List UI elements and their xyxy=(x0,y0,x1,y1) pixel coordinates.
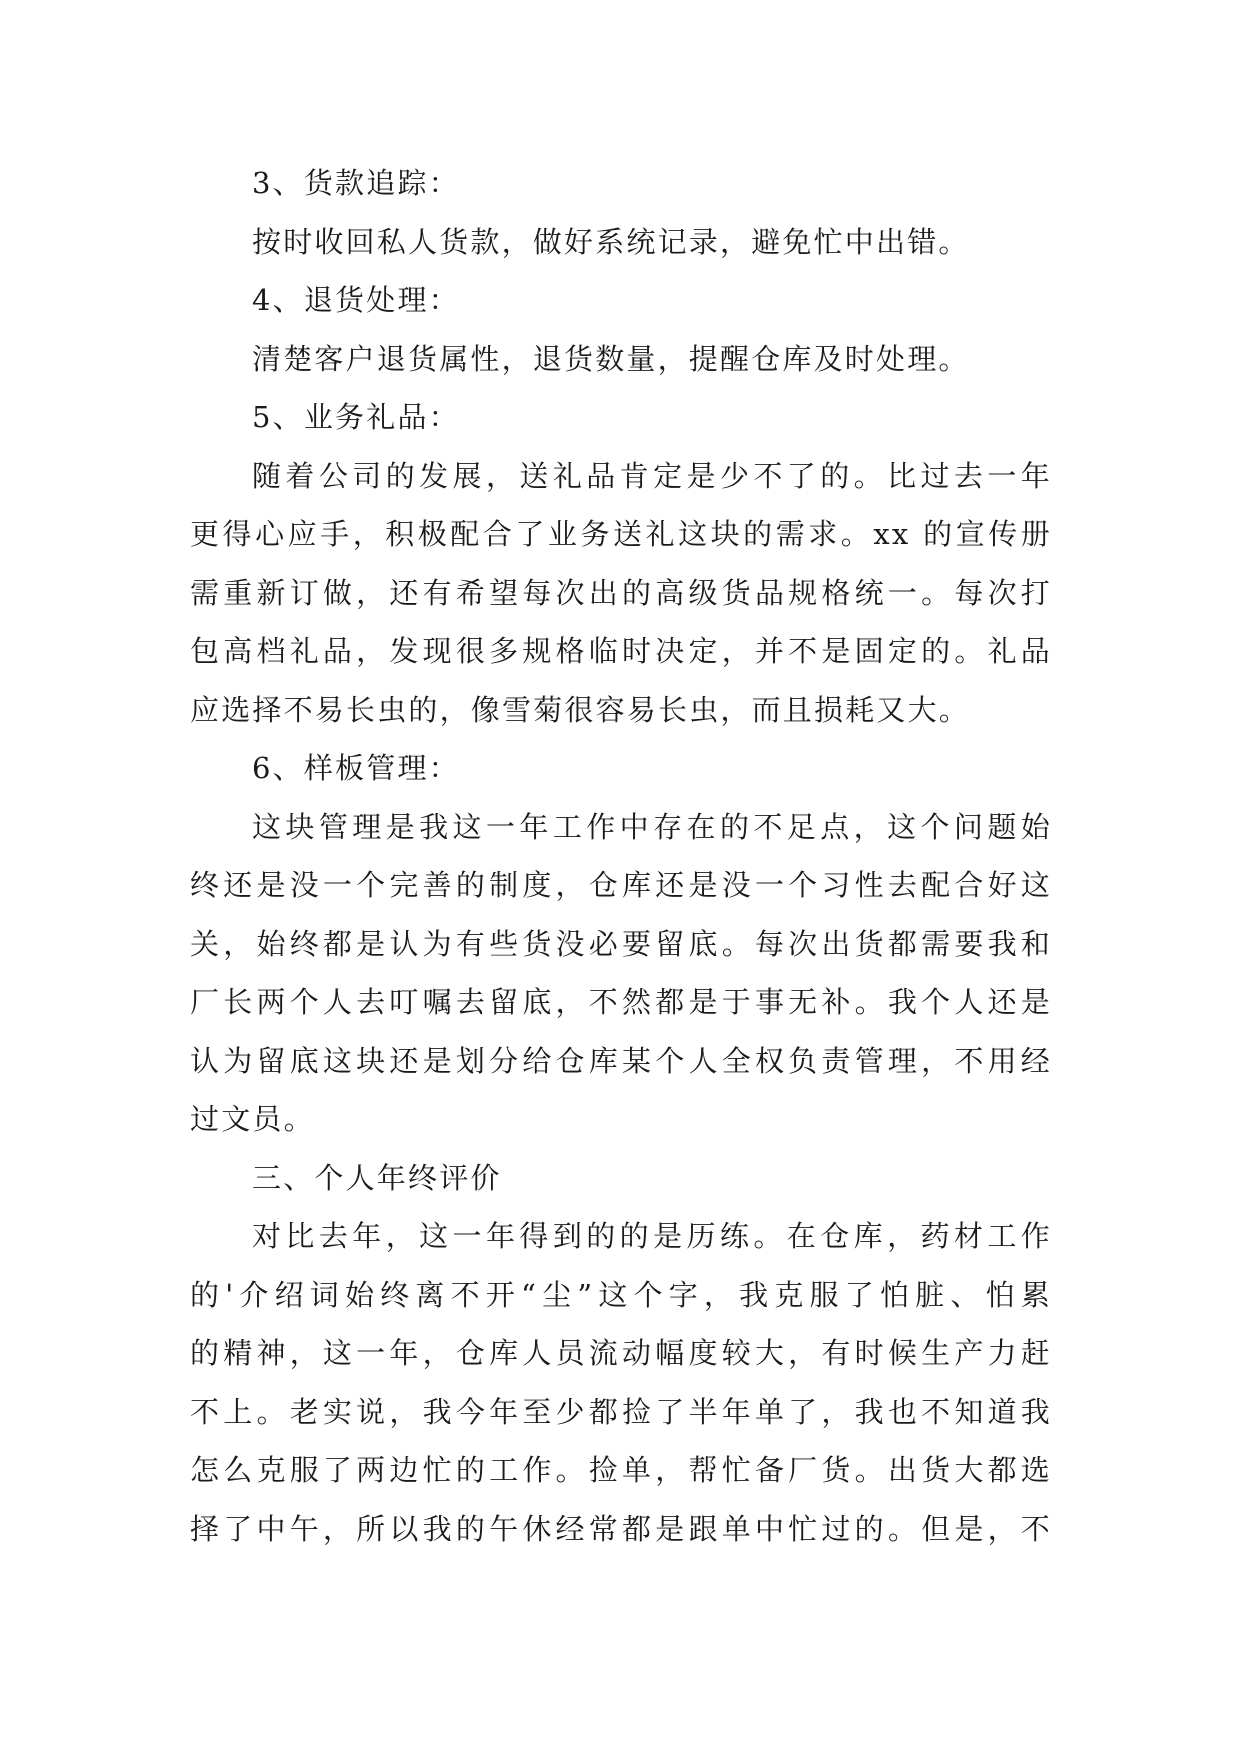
text-line: 怎么克服了两边忙的工作。捡单，帮忙备厂货。出货大都选 xyxy=(190,1453,1052,1487)
text-line: 过文员。 xyxy=(190,1102,315,1136)
document-body xyxy=(190,154,1052,1558)
text-line: 对比去年，这一年得到的的是历练。在仓库，药材工作 xyxy=(252,1219,1052,1253)
text-line: 应选择不易长虫的，像雪菊很容易长虫，而且损耗又大。 xyxy=(190,692,971,727)
text-line: 按时收回私人货款，做好系统记录，避免忙中出错。 xyxy=(252,224,970,259)
text-line: 更得心应手，积极配合了业务送礼这块的需求。xx 的宣传册 xyxy=(190,517,1052,551)
text-line: 5、业务礼品： xyxy=(252,400,460,434)
text-line: 厂长两个人去叮嘱去留底，不然都是于事无补。我个人还是 xyxy=(190,985,1052,1019)
text-line: 清楚客户退货属性，退货数量，提醒仓库及时处理。 xyxy=(252,341,970,376)
text-line: 终还是没一个完善的制度，仓库还是没一个习性去配合好这 xyxy=(190,868,1052,902)
text-line: 包高档礼品，发现很多规格临时决定，并不是固定的。礼品 xyxy=(190,634,1052,668)
text-line: 6、样板管理： xyxy=(252,751,460,785)
text-line: 认为留底这块还是划分给仓库某个人全权负责管理，不用经 xyxy=(190,1043,1052,1078)
text-line: 三、个人年终评价 xyxy=(252,1160,502,1195)
text-line: 关，始终都是认为有些货没必要留底。每次出货都需要我和 xyxy=(190,926,1052,961)
text-line: 4、退货处理： xyxy=(252,283,460,317)
text-line: 择了中午，所以我的午休经常都是跟单中忙过的。但是，不 xyxy=(190,1511,1052,1546)
text-line: 这块管理是我这一年工作中存在的不足点，这个问题始 xyxy=(252,809,1052,844)
text-line: 需重新订做，还有希望每次出的高级货品规格统一。每次打 xyxy=(190,575,1052,610)
text-line: 随着公司的发展，送礼品肯定是少不了的。比过去一年 xyxy=(252,458,1052,493)
text-line: 3、货款追踪： xyxy=(252,166,460,200)
text-line: 的'介绍词始终离不开“尘”这个字，我克服了怕脏、怕累 xyxy=(190,1277,1052,1312)
text-line: 的精神，这一年，仓库人员流动幅度较大，有时候生产力赶 xyxy=(190,1336,1052,1370)
text-line: 不上。老实说，我今年至少都捡了半年单了，我也不知道我 xyxy=(190,1394,1052,1429)
